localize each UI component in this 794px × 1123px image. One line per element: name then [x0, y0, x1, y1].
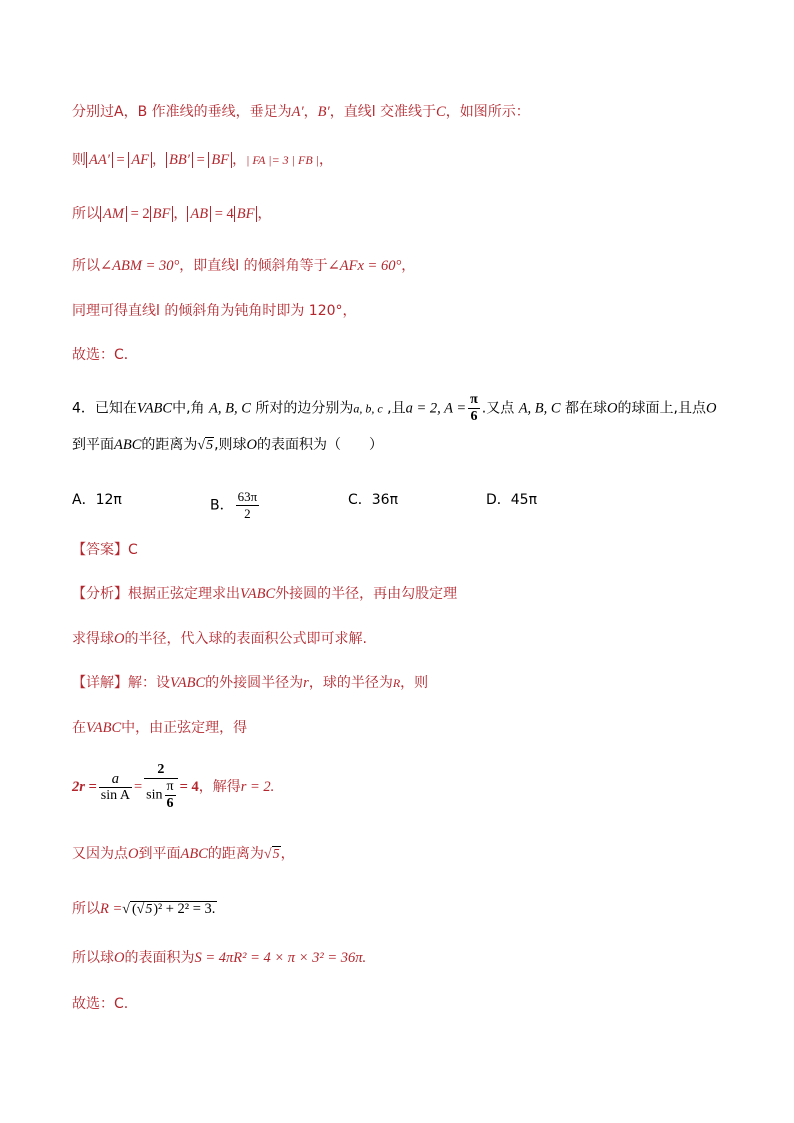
option-a[interactable]: A．12π [72, 492, 122, 508]
math-eq: = [112, 152, 129, 168]
text: 中,角 [172, 400, 209, 417]
text: 故选：C． [72, 347, 138, 363]
math-o: O [246, 437, 258, 453]
text: 故选：C. [72, 996, 129, 1012]
text: 求得球 [72, 631, 114, 647]
fraction-numerator: 63π [237, 489, 258, 504]
math-b-prime: B′ [317, 104, 330, 120]
math-o: O [705, 400, 717, 417]
math-angles: A, B, C [209, 400, 251, 417]
math-plane-abc: ABC [114, 437, 142, 453]
math-given: a = 2, A = [405, 400, 467, 417]
fraction-numerator: π [470, 392, 478, 407]
text: 的半径，代入球的表面积公式即可求解. [124, 631, 367, 647]
sqrt-5: √5 [197, 438, 214, 453]
text: 则 [72, 152, 86, 168]
solution-line-3 [72, 203, 271, 225]
text: 所对的边分别为 [250, 400, 354, 417]
text: 所以 [72, 206, 100, 222]
answer-value: C [128, 542, 138, 558]
text: 解：设 [128, 675, 170, 691]
math-triangle-abc: VABC [86, 720, 122, 736]
text: 到平面 [138, 846, 181, 862]
radicand: 5 [206, 438, 214, 453]
text: 所以 [72, 901, 100, 917]
text: ，即直线l 的倾斜角等于 [179, 258, 328, 274]
fraction-numerator: π [166, 779, 174, 794]
math-surface-area: S = 4πR² = 4 × π × 3² = 36π. [194, 950, 367, 966]
text: ， [257, 206, 272, 222]
math-eq: = [133, 779, 143, 795]
fraction-a-sinA [99, 771, 132, 804]
detail-label: 【详解】 [72, 675, 128, 691]
text: .又点 [481, 400, 519, 417]
fraction-pi-6 [165, 779, 176, 812]
math-abs-ab: AB [187, 206, 211, 222]
math-abs-aa: AA′ [86, 152, 113, 168]
text: ，球的半径为 [308, 675, 393, 691]
fraction-63pi-2 [236, 489, 260, 522]
math-sides: a, b, c [353, 401, 383, 416]
text: ,则球 [214, 437, 247, 453]
solution-line-1 [72, 101, 530, 123]
text: 同理可得直线l 的倾斜角为钝角时即为 120°， [72, 303, 357, 319]
sqrt-expression: √ (√5)² + 2² = 3. [122, 901, 216, 917]
text: 都在球 [560, 400, 608, 417]
radicand: 5 [145, 902, 153, 917]
text: 分别过A，B 作准线的垂线，垂足为 [72, 104, 292, 120]
text: 4．已知在 [72, 400, 137, 417]
fraction-pi-6 [468, 392, 480, 425]
sin-text: sin [146, 787, 163, 803]
detail-line-5 [72, 898, 217, 921]
option-c[interactable]: C．36π [348, 492, 399, 508]
text: 又因为点 [72, 846, 128, 862]
solution-line-2 [72, 149, 333, 171]
text: 的球面上,且点 [617, 400, 706, 417]
solution-line-4 [72, 255, 415, 277]
options-row [72, 480, 632, 524]
detail-line-6 [72, 947, 366, 969]
math-points: A, B, C [518, 400, 561, 417]
answer-line [72, 539, 138, 561]
option-d[interactable]: D．45π [486, 492, 538, 508]
text: ，如图所示： [445, 104, 530, 120]
text: ， [232, 152, 247, 168]
math-abs-af: AF [128, 152, 152, 168]
text: 的距离为 [141, 437, 198, 453]
math-abs-am: AM [100, 206, 127, 222]
fraction-denominator: 6 [468, 408, 480, 425]
text: 所以 [72, 258, 100, 274]
math-eq: = 4 [211, 206, 234, 222]
fraction-2-sin-pi6 [144, 762, 177, 812]
answer-label: 【答案】 [72, 542, 128, 558]
text: 根据正弦定理求出 [128, 586, 240, 602]
detail-line-1 [72, 672, 428, 694]
math-o: O [114, 631, 125, 647]
math-abs-bf: BF [150, 206, 174, 222]
math-triangle-abc: VABC [170, 675, 206, 691]
text: 所以球 [72, 950, 114, 966]
math-abs-bf: BF [234, 206, 258, 222]
analysis-line-2 [72, 628, 367, 650]
sqrt-5: √5 [263, 847, 280, 862]
option-b[interactable] [210, 489, 261, 522]
math-eq: = 2 [126, 206, 150, 222]
detail-line-7 [72, 993, 128, 1015]
analysis-line-1 [72, 583, 457, 605]
math-o: O [607, 400, 618, 417]
text: 的表面积为（ ） [257, 437, 384, 453]
fraction-denominator: sin A [100, 787, 130, 803]
math-plane-abc: ABC [180, 846, 208, 862]
math-plus-2sq: + 2² = 3. [165, 901, 216, 917]
math-o: O [114, 950, 125, 966]
fraction-denominator [144, 778, 177, 812]
math-eq: = [192, 152, 209, 168]
text: 的外接圆半径为 [205, 675, 304, 691]
text: ， [280, 846, 295, 862]
text: 在 [72, 720, 86, 736]
math-abs-bf: BF [208, 152, 232, 168]
text: 外接圆的半径，再由勾股定理 [275, 586, 458, 602]
radicand: 5 [272, 847, 280, 862]
text: ，解得 [198, 779, 241, 795]
question-4-line-1 [72, 392, 716, 425]
text: ， [173, 206, 188, 222]
text: 到平面 [72, 437, 114, 453]
math-abs-bb: BB′ [166, 152, 193, 168]
math-a-prime: A′ [291, 104, 304, 120]
solution-line-6 [72, 344, 138, 366]
math-big-r: R [392, 676, 401, 690]
math-triangle-abc: VABC [136, 400, 173, 417]
question-4-line-2 [72, 434, 383, 457]
math-fa-fb: | FA |= 3 | FB | [246, 153, 319, 167]
fraction-denominator: 6 [165, 795, 176, 812]
math-r-eq: R = [100, 901, 123, 917]
text: ，则 [400, 675, 429, 691]
fraction-denominator: 2 [236, 505, 260, 522]
detail-line-2 [72, 717, 247, 739]
math-angle-afx: ∠AFx = 60° [327, 258, 402, 274]
text: 的距离为 [207, 846, 264, 862]
text: ,且 [382, 400, 406, 417]
math-triangle-abc: VABC [240, 586, 276, 602]
text: 的表面积为 [124, 950, 195, 966]
option-b-label: B． [210, 497, 234, 514]
text: ， [152, 152, 167, 168]
text: 中，由正弦定理，得 [121, 720, 248, 736]
math-c: C [436, 104, 446, 120]
math-eq-4: = 4 [179, 779, 199, 795]
solution-line-5 [72, 300, 357, 322]
fraction-numerator: a [111, 770, 119, 787]
text: ，直线l 交准线于 [329, 104, 437, 120]
fraction-numerator: 2 [157, 762, 165, 777]
math-o: O [128, 846, 139, 862]
text: ， [318, 152, 333, 168]
detail-line-4 [72, 843, 295, 866]
text: ， [303, 104, 318, 120]
math-r: r [303, 675, 309, 691]
analysis-label: 【分析】 [72, 586, 128, 602]
text: ， [401, 258, 416, 274]
math-angle-abm: ∠ABM = 30° [100, 258, 180, 274]
detail-equation-sine-law [72, 762, 274, 810]
math-2r: 2r = [72, 779, 97, 795]
math-result-r: r = 2. [240, 779, 275, 795]
